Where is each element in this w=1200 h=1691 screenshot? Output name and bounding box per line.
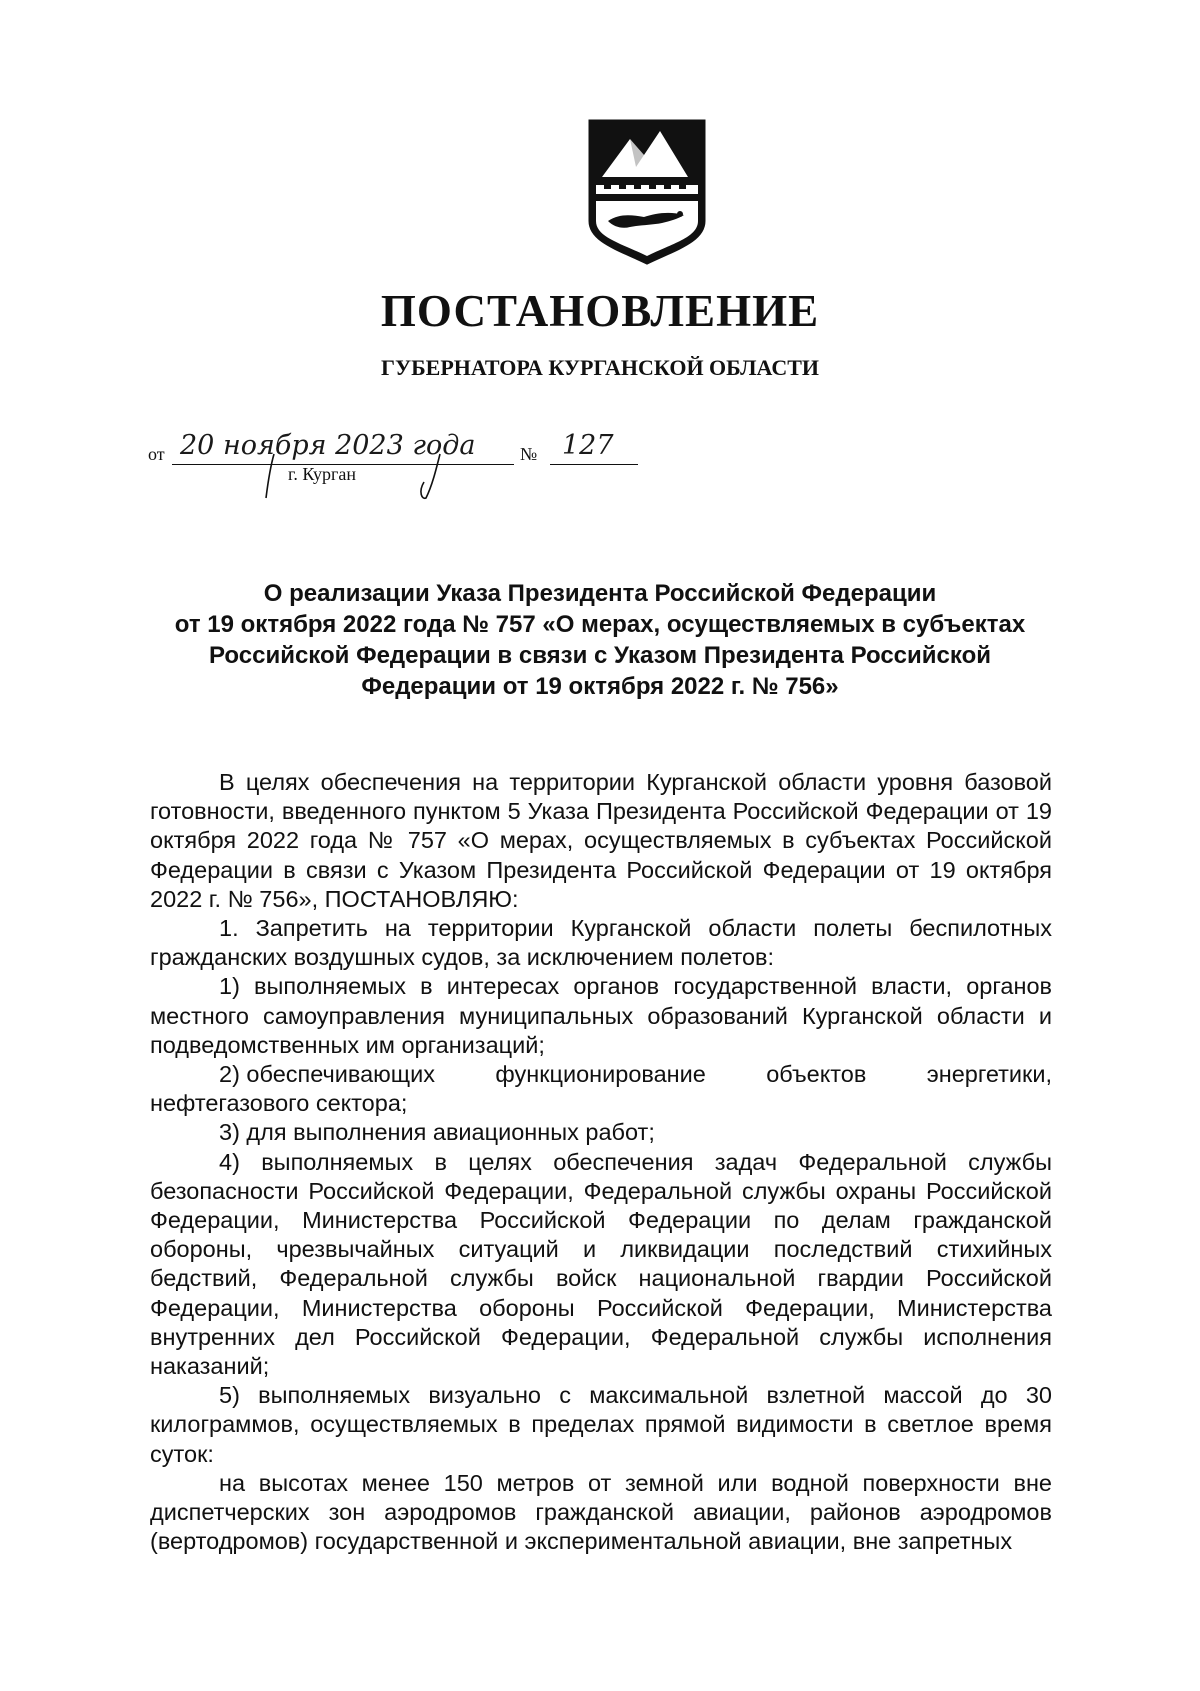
body-paragraph-tail: нефтегазового сектора; <box>150 1090 408 1117</box>
decree-heading <box>150 578 1050 702</box>
number-underline <box>550 464 638 465</box>
body-paragraph: 4) выполняемых в целях обеспечения задач Федеральной службы безопасности Российской Федерации, Федеральной службы охраны Российской Федерации, Министерства Российской Федерации по делам гражданской обороны, чрезвычайных ситуаций и ликвидации последствий стихийных бедствий, Федеральной службы войск национальной гвардии Российской Федерации, Министерства обороны Российской Федерации, Министерства внутренних дел Российской Федерации, Федеральной службы исполнения наказаний; <box>150 1148 1052 1380</box>
body-paragraph: 1. Запретить на территории Курганской области полеты беспилотных гражданских воздушных судов, за исключением полетов: <box>150 915 1052 971</box>
body-paragraph-spread <box>150 1060 1052 1089</box>
body-paragraph: 1) выполняемых в интересах органов государственной власти, органов местного самоуправления муниципальных образований Курганской области и подведомственных им организаций; <box>150 973 1052 1058</box>
handwritten-date: 20 ноября 2023 года <box>180 430 476 461</box>
document-issuer: ГУБЕРНАТОРА КУРГАНСКОЙ ОБЛАСТИ <box>380 355 820 380</box>
body-word: 2) обеспечивающих <box>219 1061 436 1088</box>
body-paragraph: В целях обеспечения на территории Курганской области уровня базовой готовности, введенного пунктом 5 Указа Президента Российской Федерации от 19 октября 2022 года № 757 «О мерах, осуществляемых в субъектах Российской Федерации в связи с Указом Президента Российской Федерации от 19 октября 2022 г. № 756», ПОСТАНОВЛЯЮ: <box>150 769 1052 912</box>
decree-heading-line: Федерации от 19 октября 2022 г. № 756» <box>361 673 839 700</box>
body-paragraph: 3) для выполнения авиационных работ; <box>219 1119 655 1146</box>
handwritten-number: 127 <box>562 430 614 461</box>
number-prefix: № <box>520 444 538 464</box>
body-word: энергетики, <box>926 1061 1052 1088</box>
decree-heading-line: Российской Федерации в связи с Указом Президента Российской <box>209 642 991 669</box>
document-title: ПОСТАНОВЛЕНИЕ <box>380 286 820 336</box>
decree-heading-line: от 19 октября 2022 года № 757 «О мерах, осуществляемых в субъектах <box>174 611 1026 638</box>
body-word: объектов <box>766 1061 867 1088</box>
decree-body <box>150 768 1052 1556</box>
coat-of-arms-emblem <box>586 117 708 265</box>
body-word: функционирование <box>495 1061 706 1088</box>
body-paragraph: на высотах менее 150 метров от земной или водной поверхности вне диспетчерских зон аэродромов гражданской авиации, районов аэродромов (вертодромов) государственной и экспериментальной авиации, вне запретных <box>150 1469 1052 1555</box>
date-prefix: от <box>148 444 165 464</box>
body-paragraph: 5) выполняемых визуально с максимальной взлетной массой до 30 килограммов, осуществляемых в пределах прямой видимости в светлое время суток: <box>150 1382 1052 1467</box>
city-label: г. Курган <box>288 464 357 484</box>
decree-heading-line: О реализации Указа Президента Российской Федерации <box>263 580 937 607</box>
